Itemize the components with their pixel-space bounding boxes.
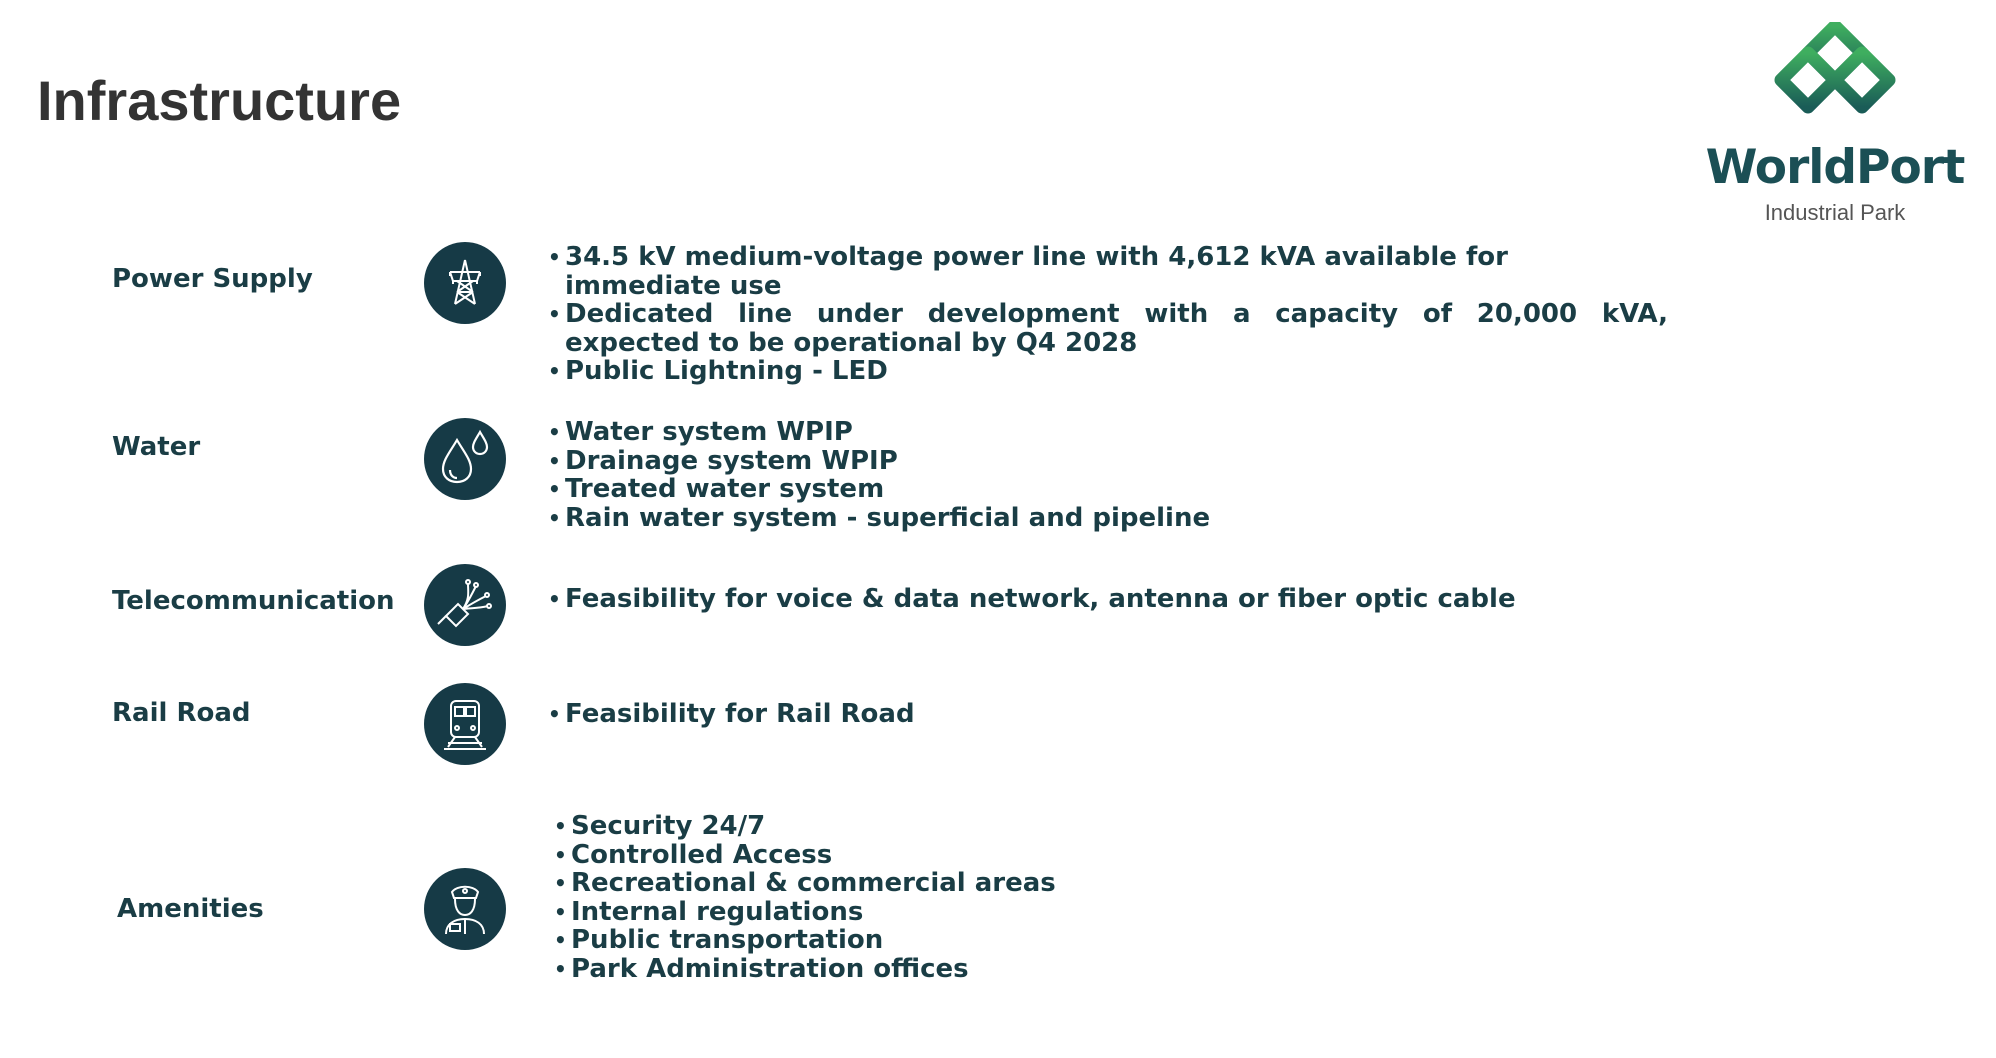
list-item: • Treated water system [548, 475, 1210, 504]
water-list [548, 418, 1210, 532]
list-item: • Public transportation [554, 926, 1056, 955]
list-item: • Feasibility for Rail Road [548, 700, 915, 729]
water-drops-icon [424, 418, 506, 500]
fiber-optic-icon [424, 564, 506, 646]
section-label: Power Supply [112, 264, 313, 294]
amenities-list [554, 812, 1056, 983]
list-item: • Internal regulations [554, 898, 1056, 927]
list-item: • Dedicated line under development with a capacity of 20,000 kVA, expected to be operational by Q4 2028 [548, 300, 1668, 357]
security-guard-icon [424, 868, 506, 950]
worldport-logo [1705, 22, 1965, 232]
list-item: • Park Administration offices [554, 955, 1056, 984]
section-label: Rail Road [112, 698, 251, 728]
list-item: • Drainage system WPIP [548, 447, 1210, 476]
rail-road-list [548, 700, 915, 729]
list-item: • Controlled Access [554, 841, 1056, 870]
power-supply-list [548, 243, 1668, 386]
logo-name: WorldPort [1705, 140, 1965, 195]
section-label: Amenities [117, 894, 264, 924]
list-item: • Security 24/7 [554, 812, 1056, 841]
list-item: • Public Lightning - LED [548, 357, 1668, 386]
list-item: • Water system WPIP [548, 418, 1210, 447]
section-label: Water [112, 432, 201, 462]
train-icon [424, 683, 506, 765]
power-tower-icon [424, 242, 506, 324]
list-item: • Recreational & commercial areas [554, 869, 1056, 898]
section-label: Telecommunication [112, 586, 395, 616]
list-item: • Feasibility for voice & data network, antenna or fiber optic cable [548, 585, 1516, 614]
logo-subtitle: Industrial Park [1764, 200, 1906, 225]
worldport-diamond-logo-icon [1770, 22, 1900, 132]
list-item: • 34.5 kV medium-voltage power line with 4,612 kVA available for immediate use [548, 243, 1668, 300]
page-title: Infrastructure [37, 69, 402, 132]
list-item: • Rain water system - superficial and pipeline [548, 504, 1210, 533]
telecommunication-list [548, 585, 1516, 614]
